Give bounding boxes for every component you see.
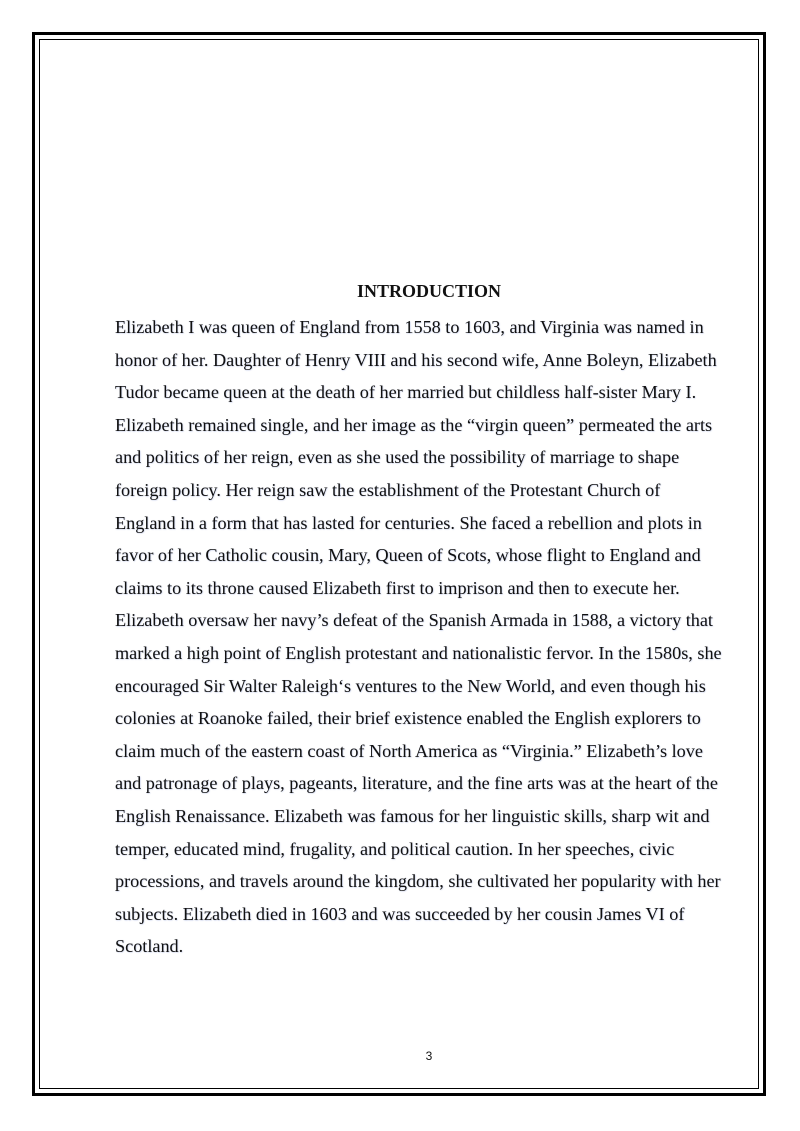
text-line: encouraged Sir Walter Raleigh‘s ventures to the New World, and even though his: [115, 675, 706, 696]
text-line: Elizabeth remained single, and her image as the “virgin queen” permeated the arts: [115, 414, 713, 435]
text-line: favor of her Catholic cousin, Mary, Queen of Scots, whose flight to England and: [115, 545, 701, 566]
text-line: and patronage of plays, pageants, literature, and the fine arts was at the heart of the: [115, 773, 718, 794]
page-number: 3: [425, 1049, 433, 1063]
text-line: England in a form that has lasted for centuries. She faced a rebellion and plots in: [115, 512, 702, 533]
section-heading: INTRODUCTION: [356, 281, 502, 301]
text-line: colonies at Roanoke failed, their brief existence enabled the English explorers to: [115, 708, 701, 729]
text-line: foreign policy. Her reign saw the establishment of the Protestant Church of: [115, 479, 661, 500]
text-line: claim much of the eastern coast of North America as “Virginia.” Elizabeth’s love: [115, 740, 703, 761]
text-line: Elizabeth I was queen of England from 1558 to 1603, and Virginia was named in: [115, 317, 704, 337]
text-line: temper, educated mind, frugality, and political caution. In her speeches, civic: [115, 838, 675, 859]
text-line: marked a high point of English protestant and nationalistic fervor. In the 1580s, she: [115, 642, 722, 663]
text-line: subjects. Elizabeth died in 1603 and was succeeded by her cousin James VI of: [115, 903, 685, 924]
text-line: English Renaissance. Elizabeth was famous for her linguistic skills, sharp wit and: [115, 805, 710, 826]
text-line: honor of her. Daughter of Henry VIII and his second wife, Anne Boleyn, Elizabeth: [115, 349, 717, 370]
text-line: Elizabeth oversaw her navy’s defeat of the Spanish Armada in 1588, a victory that: [115, 610, 713, 631]
body-paragraph: [115, 311, 751, 963]
text-line: claims to its throne caused Elizabeth first to imprison and then to execute her.: [115, 577, 680, 598]
text-line: processions, and travels around the kingdom, she cultivated her popularity with her: [115, 871, 721, 892]
text-line: Tudor became queen at the death of her married but childless half-sister Mary I.: [115, 382, 697, 403]
text-line: and politics of her reign, even as she used the possibility of marriage to shape: [115, 447, 680, 468]
text-line: Scotland.: [115, 936, 184, 957]
